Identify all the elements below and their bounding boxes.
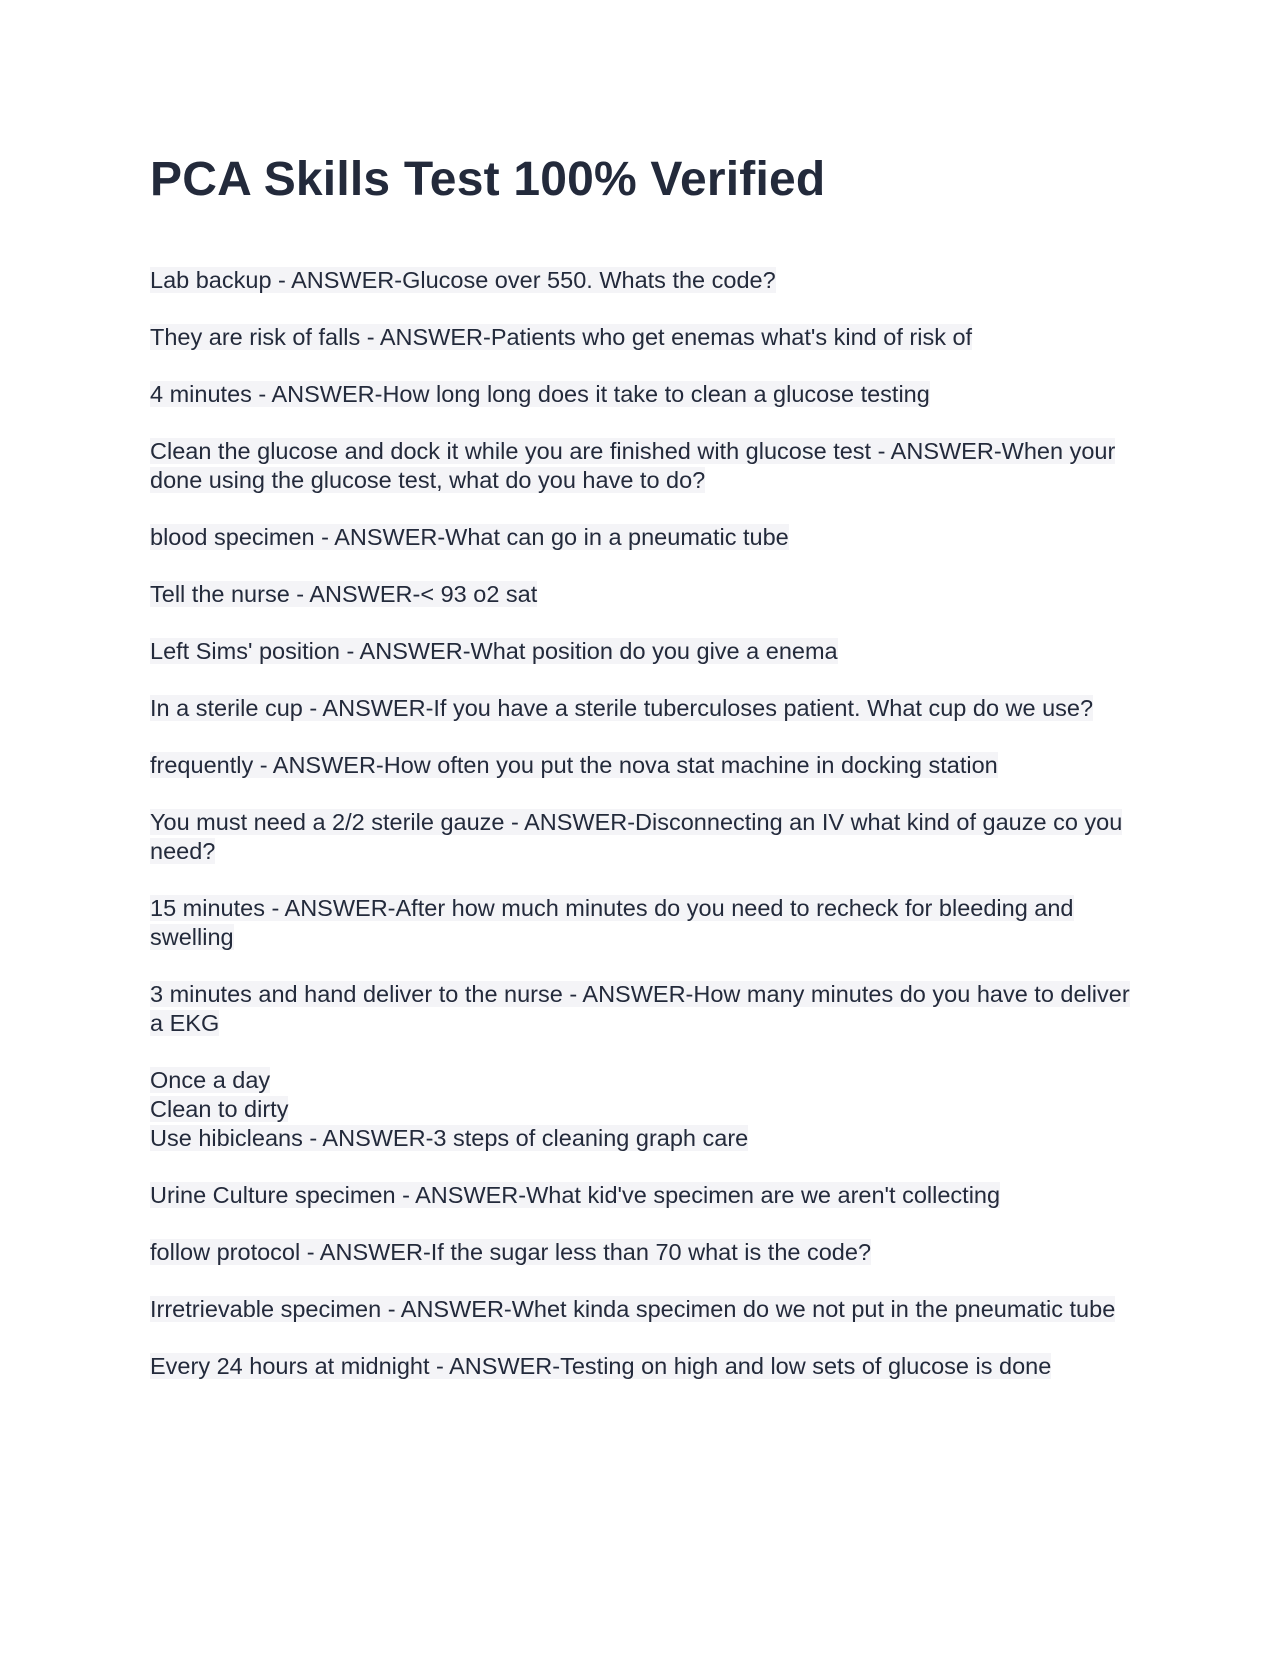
qa-item bbox=[150, 1066, 1140, 1153]
qa-item-text: They are risk of falls - ANSWER-Patients who get enemas what's kind of risk of bbox=[150, 324, 973, 350]
qa-item bbox=[150, 694, 1140, 723]
qa-item bbox=[150, 323, 1140, 352]
qa-item-text: 15 minutes - ANSWER-After how much minutes do you need to recheck for bleeding and swelling bbox=[150, 895, 1074, 950]
qa-item-text: 4 minutes - ANSWER-How long long does it take to clean a glucose testing bbox=[150, 381, 930, 407]
qa-item-text: frequently - ANSWER-How often you put the nova stat machine in docking station bbox=[150, 752, 998, 778]
qa-item bbox=[150, 1352, 1140, 1381]
qa-item-text: follow protocol - ANSWER-If the sugar less than 70 what is the code? bbox=[150, 1239, 872, 1265]
document-title: PCA Skills Test 100% Verified bbox=[150, 153, 826, 206]
qa-item bbox=[150, 266, 1140, 295]
qa-item-text: Tell the nurse - ANSWER-< 93 o2 sat bbox=[150, 581, 538, 607]
qa-item-text: You must need a 2/2 sterile gauze - ANSWER-Disconnecting an IV what kind of gauze co you need? bbox=[150, 809, 1123, 864]
qa-item bbox=[150, 1238, 1140, 1267]
qa-item bbox=[150, 808, 1140, 866]
qa-item bbox=[150, 1181, 1140, 1210]
qa-item-text: In a sterile cup - ANSWER-If you have a sterile tuberculoses patient. What cup do we use? bbox=[150, 695, 1094, 721]
qa-item bbox=[150, 894, 1140, 952]
qa-item bbox=[150, 980, 1140, 1038]
qa-item-text: Left Sims' position - ANSWER-What position do you give a enema bbox=[150, 638, 838, 664]
qa-item-text: Once a day Clean to dirty Use hibicleans - ANSWER-3 steps of cleaning graph care bbox=[150, 1067, 749, 1151]
qa-item-text: Clean the glucose and dock it while you are finished with glucose test - ANSWER-When your done using the glucose test, what do you have to do? bbox=[150, 438, 1116, 493]
qa-item bbox=[150, 637, 1140, 666]
qa-item bbox=[150, 1295, 1140, 1324]
qa-item bbox=[150, 437, 1140, 495]
qa-item-text: blood specimen - ANSWER-What can go in a pneumatic tube bbox=[150, 524, 789, 550]
qa-item bbox=[150, 523, 1140, 552]
qa-item bbox=[150, 580, 1140, 609]
qa-item bbox=[150, 380, 1140, 409]
qa-item bbox=[150, 751, 1140, 780]
qa-item-text: Lab backup - ANSWER-Glucose over 550. Whats the code? bbox=[150, 267, 776, 293]
qa-item-text: Urine Culture specimen - ANSWER-What kid've specimen are we aren't collecting bbox=[150, 1182, 1001, 1208]
qa-item-text: Every 24 hours at midnight - ANSWER-Testing on high and low sets of glucose is done bbox=[150, 1353, 1052, 1379]
document-page bbox=[150, 148, 1140, 1409]
qa-item-text: 3 minutes and hand deliver to the nurse - ANSWER-How many minutes do you have to deliver a EKG bbox=[150, 981, 1130, 1036]
qa-item-text: Irretrievable specimen - ANSWER-Whet kinda specimen do we not put in the pneumatic tube bbox=[150, 1296, 1116, 1322]
